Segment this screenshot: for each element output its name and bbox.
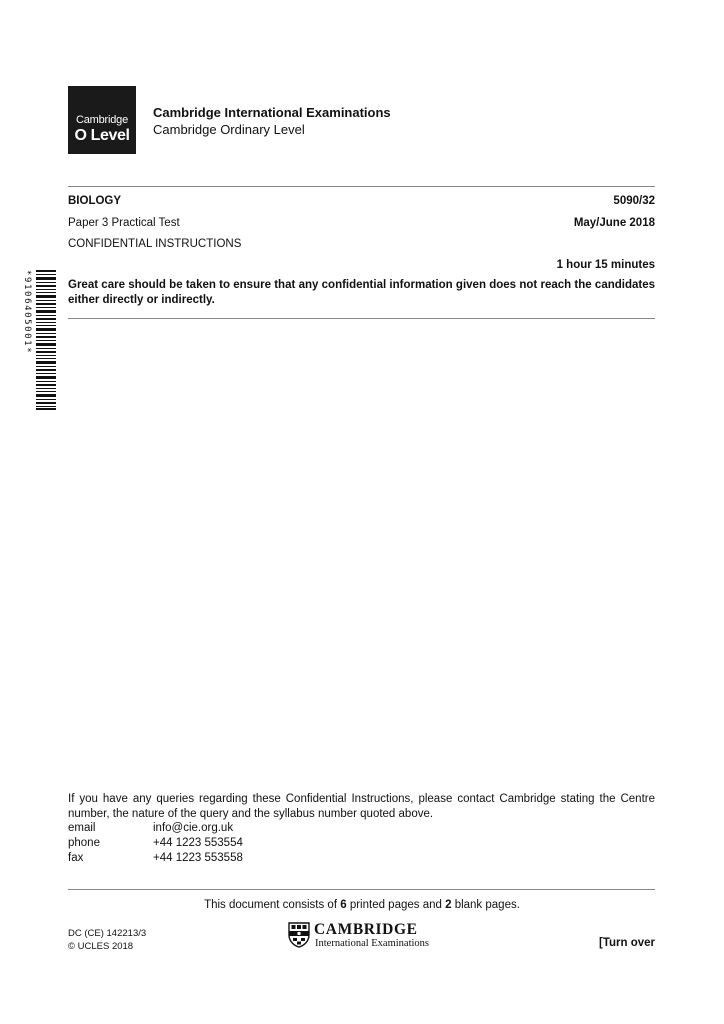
paper-code: 5090/32 xyxy=(613,195,655,207)
copyright: © UCLES 2018 xyxy=(68,941,134,952)
phone-value: +44 1223 553554 xyxy=(153,837,243,849)
barcode-number: *9106405001* xyxy=(22,270,32,355)
queries-paragraph: If you have any queries regarding these Confidential Instructions, please contact Cambridge stating the Centre number, the nature of the query and the syllabus number quoted above. xyxy=(68,793,655,820)
blank-page-count: 2 xyxy=(445,899,452,911)
paper-title: Paper 3 Practical Test xyxy=(68,217,180,229)
cambridge-wordmark: CAMBRIDGE xyxy=(314,921,418,938)
email-label: email xyxy=(68,822,96,834)
cambridge-wordmark-sub: International Examinations xyxy=(315,938,430,949)
confidentiality-warning: Great care should be taken to ensure that any confidential information given does not reach the candidates either directly or indirectly. xyxy=(68,279,655,306)
duration: 1 hour 15 minutes xyxy=(556,259,655,271)
logo-line-2: O Level xyxy=(74,127,130,144)
cambridge-o-level-logo xyxy=(68,86,136,154)
organisation-name: Cambridge International Examinations xyxy=(153,105,391,120)
page-count-middle: printed pages and xyxy=(346,899,446,911)
header-divider xyxy=(68,186,655,187)
document-type: CONFIDENTIAL INSTRUCTIONS xyxy=(68,238,242,250)
fax-value: +44 1223 553558 xyxy=(153,852,243,864)
page-count-prefix: This document consists of xyxy=(204,899,341,911)
warning-divider xyxy=(68,318,655,319)
exam-session: May/June 2018 xyxy=(573,217,655,229)
fax-label: fax xyxy=(68,852,84,864)
cambridge-crest-icon xyxy=(288,922,310,948)
document-code: DC (CE) 142213/3 xyxy=(68,928,147,939)
email-value: info@cie.org.uk xyxy=(153,822,234,834)
printed-page-count: 6 xyxy=(340,899,347,911)
phone-label: phone xyxy=(68,837,100,849)
page-count-suffix: blank pages. xyxy=(451,899,520,911)
page-count-note xyxy=(0,899,724,911)
qualification-level: Cambridge Ordinary Level xyxy=(153,122,305,137)
logo-line-1: Cambridge xyxy=(75,114,128,126)
barcode-icon xyxy=(30,270,56,410)
turn-over: [Turn over xyxy=(598,937,655,949)
subject: BIOLOGY xyxy=(68,195,122,207)
footer-divider xyxy=(68,889,655,890)
